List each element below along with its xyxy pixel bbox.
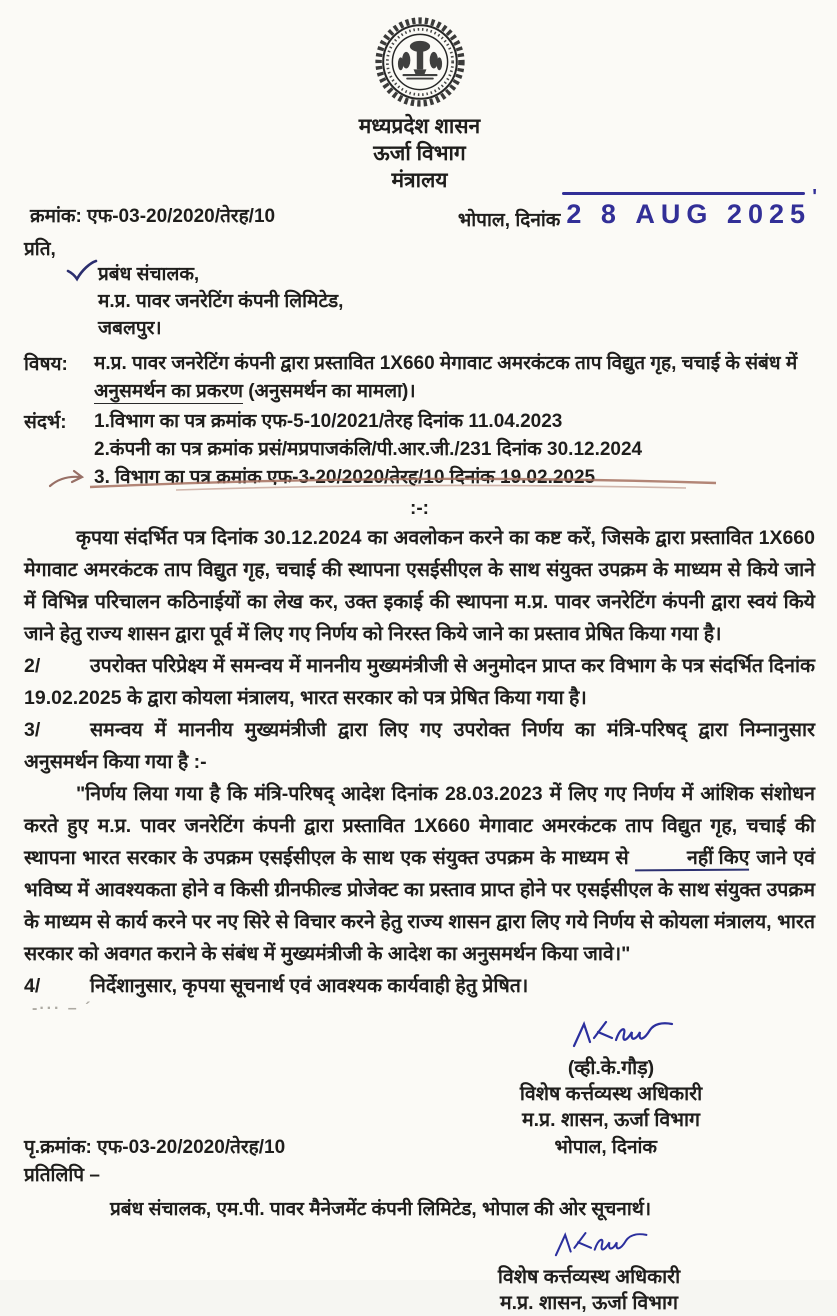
subject-text-post: (अनुसमर्थन का मामला)। [242,381,416,402]
reference-item-3 [94,464,595,492]
signatory-title: विशेष कर्त्तव्यस्थ अधिकारी [497,1266,681,1288]
references-label: संदर्भ: [24,412,67,433]
quote-post: जाने एवं भविष्य में आवश्यकता होने व किसी ग्रीनफील्ड प्रोजेक्ट का प्रस्ताव प्राप्त होने पर एसईसीएल के साथ संयुक्त उपक्रम के माध्यम से कार्य करने पर नए सिरे से विचार करने हेतु राज्य शासन द्वारा लिए गये निर्णय से कोयला मंत्रालय, भारत सरकार को अवगत कराने के संबंध में मुख्यमंत्रीजी के आदेश का अनुसमर्थन किया जावे।" [24,847,815,965]
signature-icon [463,1227,743,1272]
paragraph-3 [24,714,815,778]
place-date [457,186,817,233]
paragraph-2-text: उपरोक्त परिप्रेक्ष्य में समन्वय में माननीय मुख्यमंत्रीजी से अनुमोदन प्राप्त कर विभाग के पत्र संदर्भित दिनांक 19.02.2025 के द्वारा कोयला मंत्रालय, भारत सरकार को पत्र प्रेषित किया गया है। [24,655,815,709]
addressee-block [24,261,815,342]
signature-block-2 [449,1227,729,1316]
letter-number: क्रमांक: एफ-03-20/2020/तेरह/10 [30,206,276,227]
reference-item-3-text: 3. विभाग का पत्र क्रमांक एफ-3-20/2020/तेरह/10 दिनांक 19.02.2025 [94,467,596,488]
endorsement-place: भोपाल, दिनांक [554,1137,657,1158]
addressee-line: जबलपुर। [98,318,162,339]
letterhead [24,16,815,194]
quoted-decision-paragraph [24,778,815,970]
place-date-label: भोपाल, दिनांक [457,210,561,231]
mp-state-emblem-icon [374,16,466,108]
copy-label: प्रतिलिपि – [24,1165,100,1186]
paragraph-3-text: समन्वय में माननीय मुख्यमंत्रीजी द्वारा लिए गए उपरोक्त निर्णय का मंत्रि-परिषद् द्वारा निम्नानुसार अनुसमर्थन किया गया है :- [24,719,815,773]
faint-pencil-scribble: -··· – ´ [32,1000,93,1017]
date-stamp: 2 8 AUG 2025 [566,199,811,229]
signatory-org: म.प्र. शासन, ऊर्जा विभाग [521,1109,701,1131]
reference-item-3-wrap [94,464,815,492]
subject-text-underlined: अनुसमर्थन का प्रकरण [94,381,243,402]
endorsement-row [24,1133,815,1159]
paragraph-4 [24,970,815,1002]
endorsement-number: पृ.क्रमांक: एफ-03-20/2020/तेरह/10 [24,1137,286,1158]
reference-item-1: 1.विभाग का पत्र क्रमांक एफ-5-10/2021/तेरह दिनांक 11.04.2023 [94,411,563,432]
signature-block-1 [471,1016,751,1133]
subject-row [24,350,815,406]
letter-body [24,522,815,1016]
signatory-org: म.प्र. शासन, ऊर्जा विभाग [499,1292,679,1314]
addressee-line: प्रबंध संचालक, [98,264,200,285]
quote-underlined-phrase: नहीं किए [635,848,750,872]
references-list [94,408,815,492]
paragraph-2-number: 2/ [24,655,41,677]
org-department: ऊर्जा विभाग [373,142,466,165]
stamp-tick-mark: ' [812,186,817,208]
addressee-line: म.प्र. पावर जनरेटिंग कंपनी लिमिटेड, [98,291,344,312]
paragraph-3-number: 3/ [24,719,41,741]
signatory-name: (व्ही.के.गौड़) [567,1057,655,1079]
number-date-row [24,186,817,233]
paragraph-2 [24,650,815,714]
signature-icon [485,1016,765,1063]
paragraph-1: कृपया संदर्भित पत्र दिनांक 30.12.2024 का अवलोकन करने का कष्ट करें, जिसके द्वारा प्रस्तावित 1X660 मेगावाट अमरकंटक ताप विद्युत गृह, चचाई की स्थापना एसईसीएल के साथ संयुक्त उपक्रम के माध्यम से किये जाने में विभिन्न परिचालन कठिनाईयों का लेख कर, उक्त इकाई की स्थापना म.प्र. पावर जनरेटिंग कंपनी द्वारा स्वयं किये जाने हेतु राज्य शासन द्वारा पूर्व में लिए गए निर्णय को निरस्त किये जाने का प्रस्ताव प्रेषित किया गया है। [24,527,815,645]
subject-text-pre: म.प्र. पावर जनरेटिंग कंपनी द्वारा प्रस्तावित 1X660 मेगावाट अमरकंटक ताप विद्युत गृह, चचाई के संबंध में [94,353,798,374]
subject-text [94,350,815,406]
copy-recipient-line: प्रबंध संचालक, एम.पी. पावर मैनेजमेंट कंपनी लिमिटेड, भोपाल की ओर सूचनार्थ। [110,1199,652,1220]
reference-item-2: 2.कंपनी का पत्र क्रमांक प्रसं/मप्रपाजकंलि/पी.आर.जी./231 दिनांक 30.12.2024 [94,439,643,460]
subject-label: विषय: [24,354,68,375]
paragraph-4-text: निर्देशानुसार, कृपया सूचनार्थ एवं आवश्यक कार्यवाही हेतु प्रेषित। [90,975,529,997]
hand-drawn-arrow-icon [48,468,88,503]
org-office: मंत्रालय [391,169,448,192]
org-name: मध्यप्रदेश शासन [358,115,481,138]
signatory-title: विशेष कर्त्तव्यस्थ अधिकारी [519,1083,703,1105]
separator-mark: :-: [410,498,429,519]
quote-pre: "निर्णय लिया गया है कि मंत्रि-परिषद् आदेश दिनांक 28.03.2023 में लिए गए निर्णय में आंशिक संशोधन करते हुए म.प्र. पावर जनरेटिंग कंपनी द्वारा प्रस्तावित 1X660 मेगावाट अमरकंटक ताप विद्युत गृह, चचाई की स्थापना भारत सरकार के उपक्रम एसईसीएल के साथ एक संयुक्त उपक्रम के माध्यम से [24,783,815,869]
references-row [24,408,815,492]
salutation: प्रति, [24,239,56,260]
paragraph-4-number: 4/ [24,975,41,997]
checkmark-icon [66,259,98,291]
